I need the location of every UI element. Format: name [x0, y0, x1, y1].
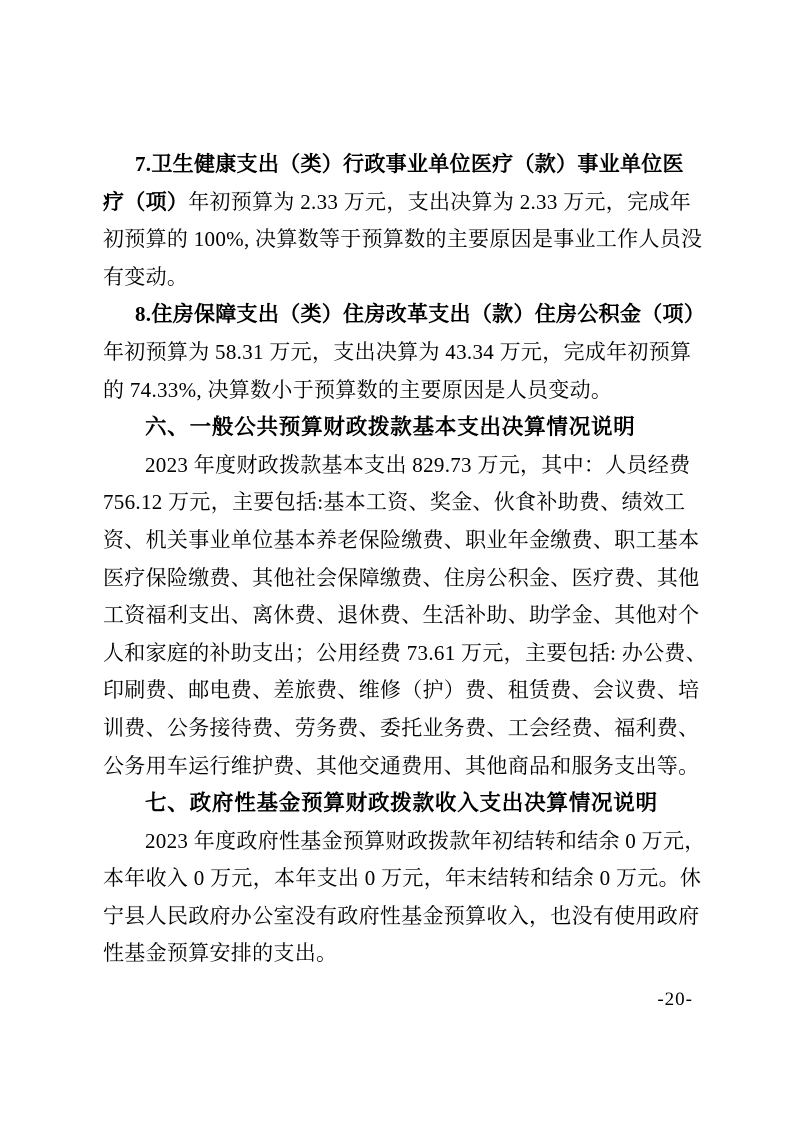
text-segment: 年初预算为 58.31 万元，支出决算为 43.34 万元，完成年初预算 — [103, 339, 692, 364]
text-line — [103, 334, 695, 372]
text-segment: 宁县人民政府办公室没有政府性基金预算收入，也没有使用政府 — [103, 903, 700, 928]
text-line — [103, 522, 700, 560]
text-line — [103, 146, 695, 184]
text-line — [103, 898, 700, 936]
text-segment: 医疗保险缴费、其他社会保障缴费、住房公积金、医疗费、其他 — [103, 565, 700, 590]
text-segment: 本年收入 0 万元，本年支出 0 万元，年末结转和结余 0 万元。休 — [103, 866, 702, 891]
section-heading-text: 六、一般公共预算财政拨款基本支出决算情况说明 — [145, 415, 636, 440]
section-heading-text: 七、政府性基金预算财政拨款收入支出决算情况说明 — [145, 791, 658, 816]
text-segment: 2023 年度财政拨款基本支出 829.73 万元，其中：人员经费 — [145, 452, 691, 477]
text-segment: 8.住房保障支出（类）住房改革支出（款）住房公积金（项） — [135, 302, 706, 327]
text-segment: 年初预算为 2.33 万元，支出决算为 2.33 万元，完成年 — [188, 189, 692, 214]
text-segment: 疗（项） — [103, 189, 189, 214]
text-segment: 有变动。 — [103, 264, 189, 289]
text-segment: 人和家庭的补助支出；公用经费 73.61 万元，主要包括: 办公费、 — [103, 640, 708, 665]
text-line — [103, 372, 695, 410]
document-body — [103, 146, 708, 973]
text-line — [103, 710, 700, 748]
text-line — [103, 184, 695, 222]
text-segment: 资、机关事业单位基本养老保险缴费、职业年金缴费、职工基本 — [103, 527, 700, 552]
text-line — [103, 935, 695, 973]
text-line — [103, 221, 703, 259]
text-segment: 印刷费、邮电费、差旅费、维修（护）费、租赁费、会议费、培 — [103, 678, 700, 703]
text-segment: 性基金预算安排的支出。 — [103, 941, 338, 966]
text-segment: 2023 年度政府性基金预算财政拨款年初结转和结余 0 万元， — [145, 828, 706, 853]
text-line — [103, 785, 695, 823]
text-segment: 的 74.33%, 决算数小于预算数的主要原因是人员变动。 — [103, 377, 613, 402]
text-segment: 工资福利支出、离休费、退休费、生活补助、助学金、其他对个 — [103, 603, 700, 628]
text-line — [103, 635, 708, 673]
text-line — [103, 748, 700, 786]
text-segment: 初预算的 100%, 决算数等于预算数的主要原因是事业工作人员没 — [103, 227, 703, 252]
text-line — [103, 597, 700, 635]
text-line — [103, 484, 695, 522]
text-line — [103, 672, 700, 710]
text-line — [103, 409, 695, 447]
text-line — [103, 296, 706, 334]
text-segment: 公务用车运行维护费、其他交通费用、其他商品和服务支出等。 — [103, 753, 700, 778]
text-segment: 训费、公务接待费、劳务费、委托业务费、工会经费、福利费、 — [103, 715, 700, 740]
text-segment: 756.12 万元，主要包括:基本工资、奖金、伙食补助费、绩效工 — [103, 490, 686, 515]
text-line — [103, 823, 706, 861]
text-line — [103, 560, 700, 598]
page-number: -20- — [657, 989, 693, 1010]
text-line — [103, 860, 702, 898]
text-line — [103, 259, 695, 297]
text-line — [103, 447, 695, 485]
text-segment: 7.卫生健康支出（类）行政事业单位医疗（款）事业单位医 — [135, 152, 684, 176]
